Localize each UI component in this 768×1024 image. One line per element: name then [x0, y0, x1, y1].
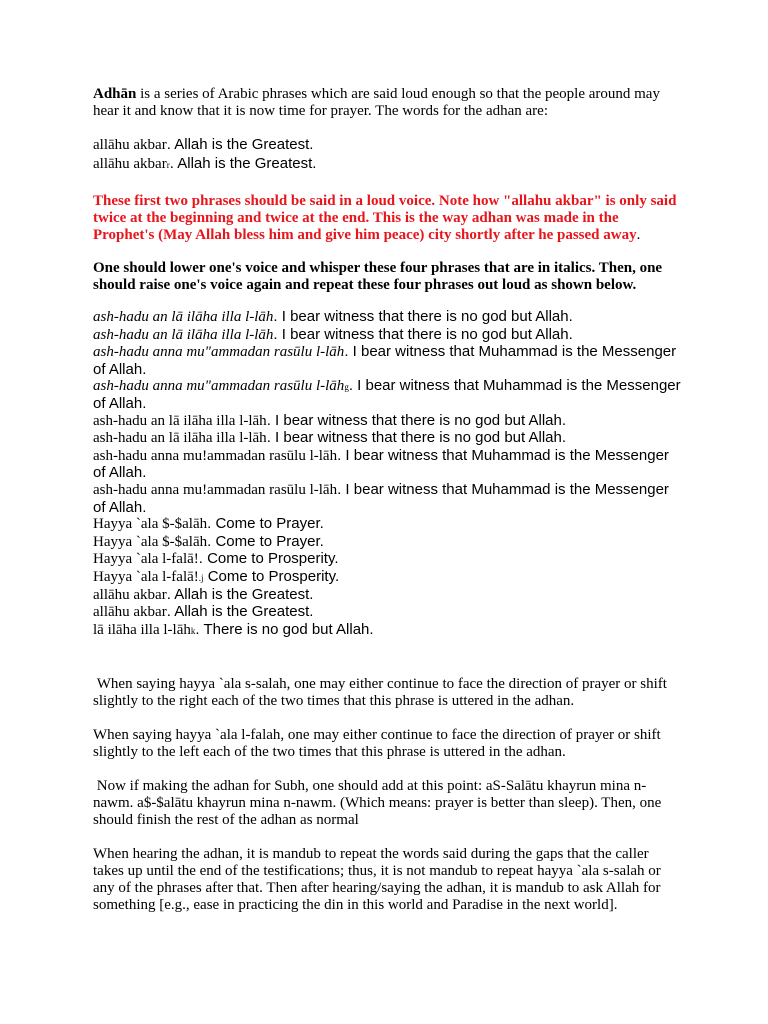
adhan-lines — [93, 309, 683, 639]
adhan-arabic: ash-hadu anna mu"ammadan rasūlu l-lāh — [93, 344, 345, 361]
adhan-line — [93, 587, 683, 605]
adhan-line — [93, 622, 683, 640]
adhan-line — [93, 551, 683, 569]
adhan-english: . Allah is the Greatest. — [166, 603, 314, 621]
adhan-english: . I bear witness that Muhammad is the Messenger of Allah. — [93, 343, 677, 378]
adhan-english: . I bear witness that there is no god but Allah. — [266, 429, 567, 447]
adhan-arabic: ash-hadu anna mu!ammadan rasūlu l-lāh — [93, 447, 338, 464]
adhan-english: . There is no god but Allah. — [195, 620, 374, 638]
adhan-english: . I bear witness that Muhammad is the Messenger of Allah. — [93, 377, 681, 412]
adhan-line — [93, 430, 683, 448]
adhan-arabic: ash-hadu anna mu"ammadan rasūlu l-lāh — [93, 378, 345, 395]
opening-english: . Allah is the Greatest. — [169, 155, 317, 172]
adhan-line — [93, 378, 683, 412]
adhan-arabic: ash-hadu an lā ilāha illa l-lāh — [93, 326, 274, 343]
adhan-english: . Come to Prayer. — [207, 515, 324, 533]
adhan-line — [93, 482, 683, 516]
adhan-line — [93, 413, 683, 431]
adhan-line — [93, 604, 683, 622]
explanation-paragraphs — [93, 676, 683, 914]
adhan-mark: k — [190, 625, 196, 636]
opening-lines — [93, 136, 683, 174]
adhan-english: . I bear witness that there is no god but Allah. — [266, 411, 567, 429]
opening-line — [93, 136, 683, 155]
adhan-english: . I bear witness that Muhammad is the Messenger of Allah. — [93, 446, 669, 482]
bold-note: One should lower one's voice and whisper these four phrases that are in italics. Then, one should raise one's voice again and repeat these four phrases out loud as shown below. — [93, 260, 663, 293]
adhan-english: . I bear witness that Muhammad is the Messenger of Allah. — [93, 480, 669, 516]
adhan-mark: g — [344, 382, 349, 393]
intro-term: Adhān — [93, 86, 137, 102]
adhan-english: . I bear witness that there is no god but Allah. — [273, 308, 573, 325]
adhan-arabic: Hayya `ala $-$alāh — [93, 516, 208, 533]
adhan-english: Come to Prosperity. — [203, 567, 340, 585]
adhan-arabic: ash-hadu an lā ilāha illa l-lāh — [93, 430, 267, 447]
explanation-paragraph: Now if making the adhan for Subh, one should add at this point: aS-Salātu khayrun mina n-nawm. a$-$alātu khayrun mina n-nawm. (Which means: prayer is better than sleep). Then, one should finish the rest of the adhan as normal — [93, 778, 666, 829]
adhan-arabic: allāhu akbar — [93, 604, 167, 621]
adhan-english: . Allah is the Greatest. — [166, 585, 314, 603]
adhan-line — [93, 344, 683, 378]
opening-arabic: allāhu akbar — [93, 156, 167, 172]
adhan-arabic: Hayya `ala $-$alāh — [93, 533, 208, 550]
adhan-line — [93, 534, 683, 552]
adhan-english: . I bear witness that there is no god but Allah. — [273, 325, 573, 343]
intro-text: is a series of Arabic phrases which are said loud enough so that the people around may hear it and know that it is now time for prayer. The words for the adhan are: — [93, 86, 660, 119]
opening-line — [93, 155, 683, 174]
adhan-arabic: Hayya `ala l-falā! — [93, 551, 199, 568]
adhan-arabic: ash-hadu an lā ilāha illa l-lāh — [93, 309, 274, 325]
adhan-line — [93, 516, 683, 534]
opening-english: . Allah is the Greatest. — [166, 136, 314, 153]
intro-paragraph — [93, 86, 683, 120]
red-note — [93, 193, 683, 244]
adhan-english: . Come to Prosperity. — [198, 550, 339, 568]
adhan-line — [93, 569, 683, 587]
opening-arabic: allāhu akbar — [93, 137, 167, 153]
adhan-arabic: lā ilāha illa l-lāh — [93, 621, 191, 638]
red-note-period: . — [636, 227, 641, 243]
explanation-paragraph: When hearing the adhan, it is mandub to repeat the words said during the gaps that the caller takes up until the end of the testifications; thus, it is not mandub to repeat hayya `ala s-salah or any of the phrases after that. Then after hearing/saying the adhan, it is mandub to ask Allah for something [e.g., ease in practicing the din in this world and Paradise in the next world]. — [93, 846, 665, 914]
adhan-arabic: ash-hadu anna mu!ammadan rasūlu l-lāh — [93, 481, 338, 498]
adhan-line — [93, 327, 683, 345]
adhan-english: . Come to Prayer. — [207, 532, 324, 550]
adhan-arabic: ash-hadu an lā ilāha illa l-lāh — [93, 412, 267, 429]
red-note-text: These first two phrases should be said in a loud voice. Note how "allahu akbar" is only said twice at the beginning and twice at the end. This is the way adhan was made in the Prophet's (May Allah bless him and give him peace) city shortly after he passed away — [93, 193, 677, 243]
adhan-mark: .j — [198, 572, 204, 583]
adhan-arabic: Hayya `ala l-falā! — [93, 568, 199, 585]
explanation-paragraph: When saying hayya `ala s-salah, one may either continue to face the direction of prayer or shift slightly to the right each of the two times that this phrase is uttered in the adhan. — [93, 676, 671, 710]
adhan-line — [93, 309, 683, 327]
document-page — [93, 86, 683, 914]
adhan-line — [93, 448, 683, 482]
opening-mark: r — [166, 160, 170, 170]
explanation-paragraph: When saying hayya `ala l-falah, one may either continue to face the direction of prayer or shift slightly to the left each of the two times that this phrase is uttered in the adhan. — [93, 727, 665, 761]
adhan-arabic: allāhu akbar — [93, 586, 167, 603]
